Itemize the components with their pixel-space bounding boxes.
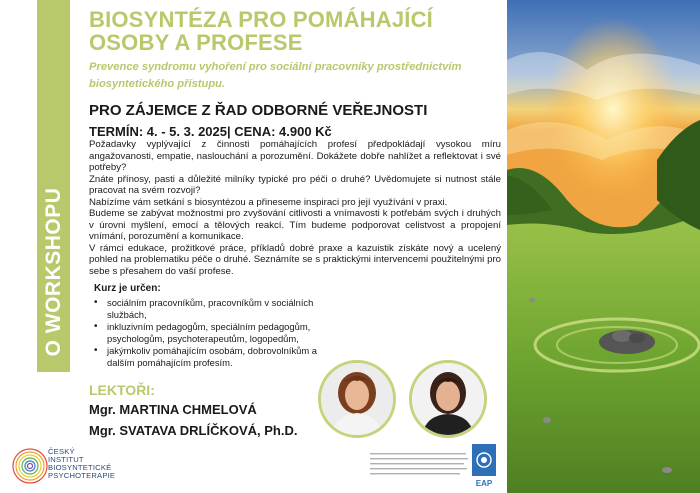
title-line-1: BIOSYNTÉZA PRO POMÁHAJÍCÍ <box>89 7 433 32</box>
eap-label: EAP <box>475 479 493 488</box>
logo-circles-icon <box>10 446 50 486</box>
title <box>89 8 501 54</box>
landscape-image <box>507 0 700 493</box>
logo-line-1: ČESKÝ <box>48 447 75 456</box>
lecturer-portrait-2 <box>409 360 487 438</box>
eap-badge <box>472 444 496 488</box>
logo-line-4: PSYCHOTERAPIE <box>48 471 116 480</box>
list-item: • inkluzivním pedagogům, speciálním pedagogům, psychologům, psychoterapeutům, logopedům, <box>89 321 317 344</box>
description <box>89 139 501 277</box>
subtitle-line-1: Prevence syndromu vyhoření pro sociální pracovníky prostřednictvím <box>89 61 462 73</box>
for-whom-label: Kurz je určen: <box>94 283 161 294</box>
paragraph-2: Znáte přínosy, pasti a důležité milníky typické pro péči o druhé? Uvědomujete si nutnost stále pracovat na svém rozvoji? <box>89 173 501 196</box>
lecturer-portrait-1 <box>318 360 396 438</box>
logo-line-2: INSTITUT <box>48 455 84 464</box>
list-item: • jakýmkoliv pomáhajícím osobám, dobrovolníkům a dalším pomáhajícím profesím. <box>89 345 317 368</box>
lecturer-name-2: Mgr. SVATAVA DRLÍČKOVÁ, Ph.D. <box>89 423 298 438</box>
paragraph-4: Budeme se zabývat možnostmi pro zvyšování citlivosti a vnímavosti k potřebám svých i druhých v úrovni myšlení, emocí a tělových reakcí. Tím budeme podporovat celistvost a propojení vnímání, porozumění a komunikace. <box>89 208 501 242</box>
side-label-text: O WORKSHOPU <box>41 187 65 357</box>
paragraph-5: V rámci edukace, prožitkové práce, příkladů dobré praxe a kazuistik získáte nový a ucelený pohled na problematiku péče o druhé. Seznámíte se s praktickými intervencemi použitelnými pro sebe s přesahem do vaší profese. <box>89 242 501 277</box>
eap-logo-icon <box>472 444 496 488</box>
subtitle <box>89 59 501 93</box>
for-whom-list <box>89 297 317 369</box>
title-line-2: OSOBY A PROFESE <box>89 30 303 55</box>
lecturers-label: LEKTOŘI: <box>89 382 155 398</box>
term-price-line: TERMÍN: 4. - 5. 3. 2025| CENA: 4.900 Kč <box>89 124 332 139</box>
portrait-2-image <box>412 363 484 435</box>
paragraph-3: Nabízíme vám setkání s biosyntézou a přineseme inspiraci pro její využívání v praxi. <box>89 196 448 208</box>
lecturer-name-1: Mgr. MARTINA CHMELOVÁ <box>89 402 257 417</box>
audience-heading: PRO ZÁJEMCE Z ŘAD ODBORNÉ VEŘEJNOSTI <box>89 102 428 119</box>
main-content <box>89 8 501 295</box>
accreditation-text-lines <box>370 451 470 481</box>
subtitle-line-2: biosyntetického přístupu. <box>89 78 226 90</box>
side-label <box>37 172 70 372</box>
logo-text <box>48 448 115 480</box>
landscape-photo <box>507 0 700 493</box>
logo-line-3: BIOSYNTETICKÉ <box>48 463 112 472</box>
portrait-1-image <box>321 363 393 435</box>
paragraph-1: Požadavky vyplývající z činnosti pomáhajících profesí předpokládají vysokou míru angažovanosti, empatie, naslouchání a porozumění. Dokážete dobře nahlížet a reflektovat i své potřeby? <box>89 139 501 173</box>
accreditation-note <box>370 451 470 482</box>
list-item: • sociálním pracovníkům, pracovníkům v sociálních službách, <box>89 297 317 320</box>
lecturers-section <box>89 382 329 440</box>
